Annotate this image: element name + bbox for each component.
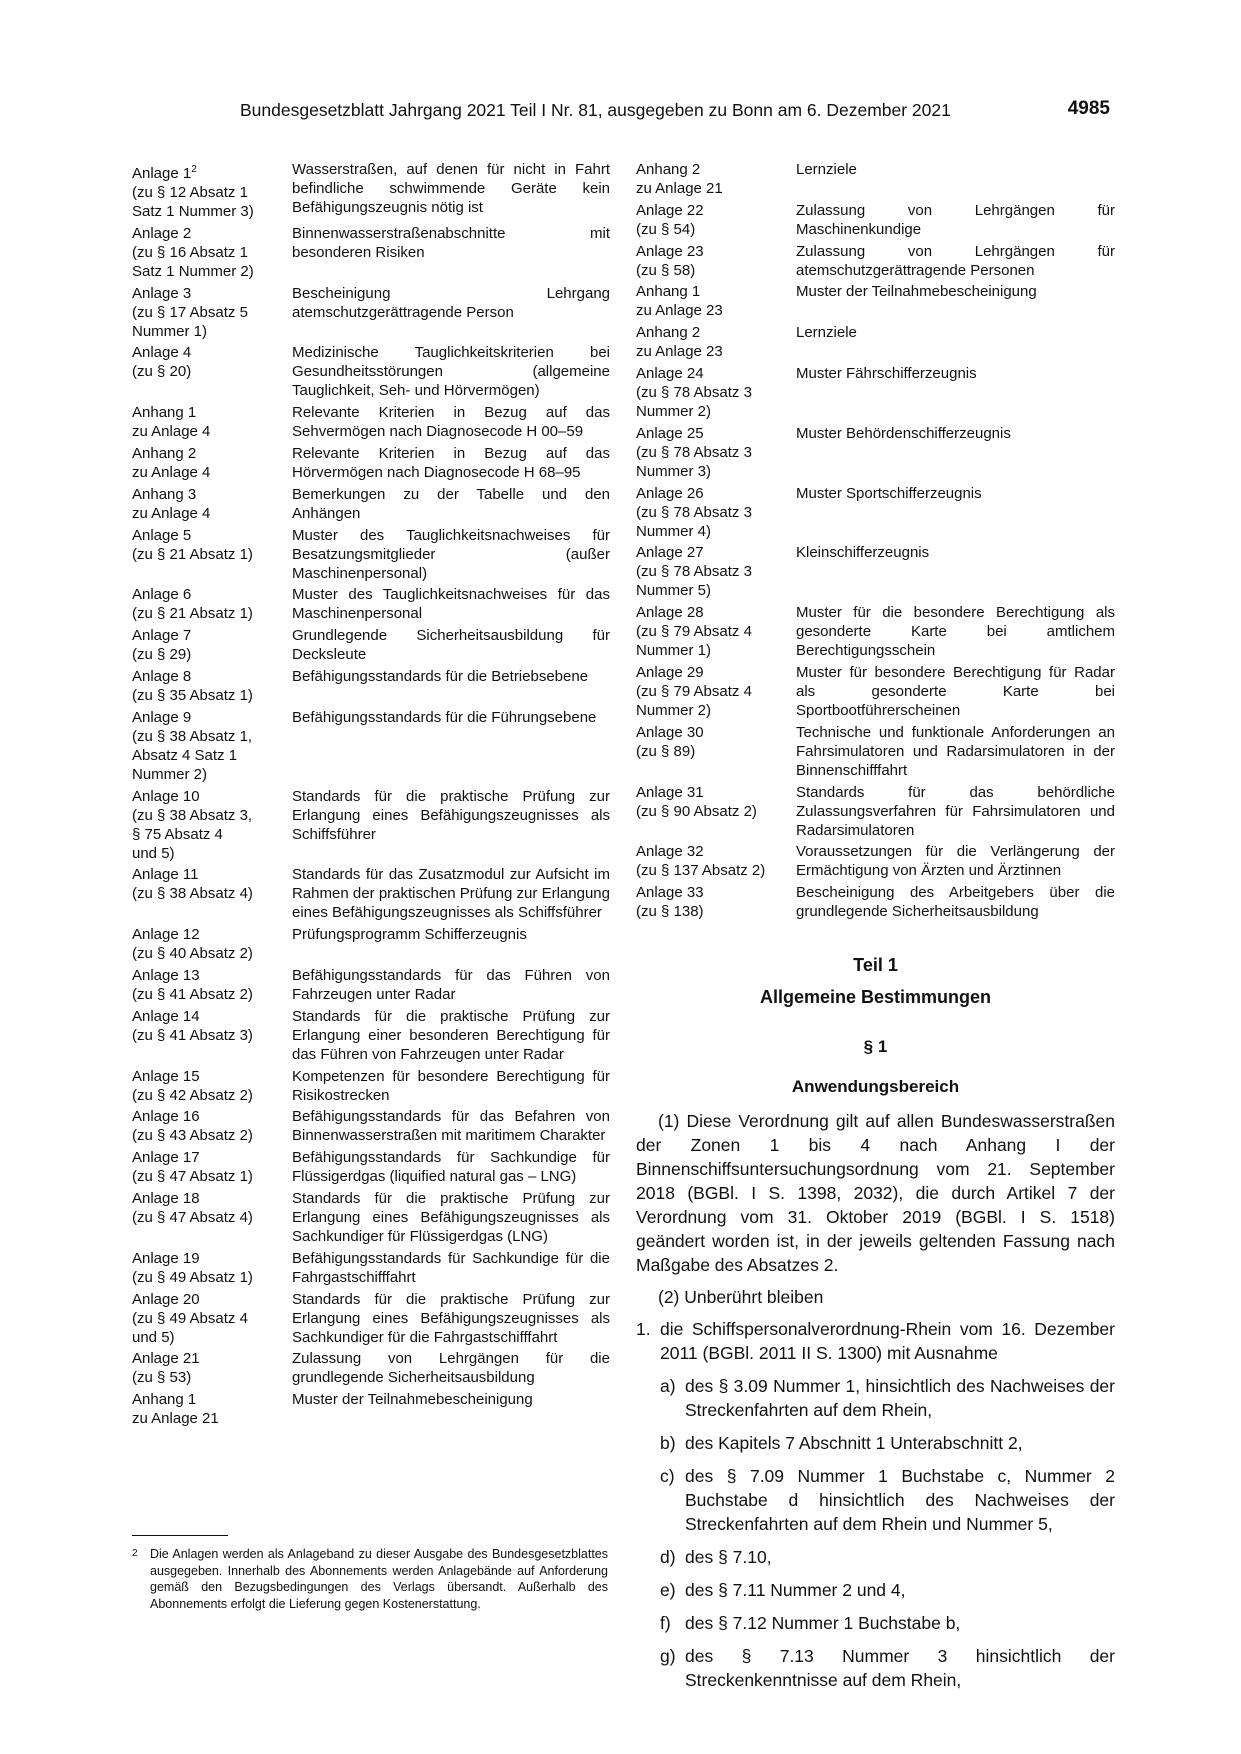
annex-reference: Anlage 9 (zu § 38 Absatz 1, Absatz 4 Satz 1 Nummer 2) — [132, 708, 253, 783]
annex-entry — [132, 626, 610, 664]
sub-list — [660, 1374, 1115, 1692]
annex-reference: Anlage 26 (zu § 78 Absatz 3 Nummer 4) — [636, 484, 752, 540]
annex-description: Befähigungsstandards für das Befahren von Binnenwasserstraßen mit maritimem Charakter — [292, 1108, 610, 1145]
annex-reference: Anlage 25 (zu § 78 Absatz 3 Nummer 3) — [636, 424, 752, 480]
annex-entry — [636, 282, 1115, 320]
annex-reference: Anlage 17 (zu § 47 Absatz 1) — [132, 1149, 253, 1186]
annex-description: Kompetenzen für besondere Berechtigung für Risikostrecken — [292, 1067, 610, 1104]
part-title: Allgemeine Bestimmungen — [759, 987, 992, 1007]
annex-reference: Anlage 8 (zu § 35 Absatz 1) — [132, 667, 253, 704]
annex-entry — [132, 708, 610, 784]
annex-reference: Anlage 31 (zu § 90 Absatz 2) — [636, 783, 757, 820]
sub-item-label: b) — [660, 1433, 676, 1453]
sub-item — [660, 1611, 1115, 1635]
annex-description: Befähigungsstandards für das Führen von Fahrzeugen unter Radar — [292, 966, 610, 1003]
page-number: 4985 — [1067, 98, 1110, 119]
sub-item-text: des § 7.10, — [685, 1547, 772, 1567]
annex-entry — [132, 1007, 610, 1064]
annex-description: Befähigungsstandards für Sachkundige für Flüssigerdgas (liquified natural gas – LNG) — [292, 1149, 610, 1186]
annex-entry — [132, 925, 610, 963]
annex-entry — [132, 1148, 610, 1186]
annex-reference: Anhang 1 zu Anlage 23 — [636, 283, 723, 320]
annex-reference: Anlage 23 (zu § 58) — [636, 242, 704, 279]
annex-description: Standards für die praktische Prüfung zur Erlangung eines Befähigungszeugnisses als Schiffsführer — [292, 787, 610, 843]
annex-description: Standards für die praktische Prüfung zur Erlangung eines Befähigungszeugnisses als Sachkundiger für die Fahrgastschifffahrt — [292, 1290, 610, 1346]
annex-description: Muster der Teilnahmebescheinigung — [292, 1391, 533, 1409]
annex-entry — [636, 723, 1115, 780]
annex-description: Relevante Kriterien in Bezug auf das Hörvermögen nach Diagnosecode H 68–95 — [292, 444, 610, 481]
annex-reference: Anlage 3 (zu § 17 Absatz 5 Nummer 1) — [132, 284, 248, 340]
annex-description: Muster des Tauglichkeitsnachweises für das Maschinenpersonal — [292, 586, 610, 623]
annex-reference: Anlage 2 (zu § 16 Absatz 1 Satz 1 Nummer 2) — [132, 224, 254, 280]
paragraph-1: (1) Diese Verordnung gilt auf allen Bundeswasserstraßen der Zonen 1 bis 4 nach Anhang I der Binnenschiffsuntersuchungsordnung vom 21. September 2018 (BGBl. I S. 1398, 2032), die durch Artikel 7 der Verordnung vom 31. Oktober 2019 (BGBl. I S. 1518) geändert worden ist, in der jeweils geltenden Fassung nach Maßgabe des Absatzes 2. — [636, 1111, 1115, 1275]
annex-reference: Anlage 30 (zu § 89) — [636, 723, 704, 760]
sub-item-text: des § 7.12 Nummer 1 Buchstabe b, — [685, 1613, 961, 1633]
annex-entry — [132, 224, 610, 281]
annex-entry — [132, 343, 610, 400]
annex-description: Standards für das Zusatzmodul zur Aufsicht im Rahmen der praktischen Prüfung zur Erlangung eines Befähigungszeugnisses als Schiffsführer — [292, 866, 610, 922]
annex-entry — [132, 667, 610, 705]
annex-entry — [132, 966, 610, 1004]
footnote-rule — [132, 1535, 228, 1536]
annex-description: Lernziele — [796, 161, 857, 178]
list-item-1 — [636, 1317, 1115, 1365]
sub-item — [660, 1578, 1115, 1602]
annex-entry — [132, 444, 610, 482]
sub-item-label: d) — [660, 1547, 676, 1567]
annex-reference: Anlage $1^2$ (zu § 12 Absatz 1 Satz 1 Nummer 3) — [132, 164, 254, 220]
sub-item-label: f) — [660, 1613, 671, 1633]
annex-entry — [132, 1067, 610, 1105]
paragraph-sign: § 1 — [863, 1037, 888, 1056]
annex-entry — [132, 787, 610, 863]
part-label: Teil 1 — [853, 955, 898, 975]
annex-description: Bescheinigung des Arbeitgebers über die grundlegende Sicherheitsausbildung — [796, 884, 1115, 921]
running-header — [240, 100, 1110, 121]
annex-description: Befähigungsstandards für Sachkundige für die Fahrgastschifffahrt — [292, 1249, 610, 1286]
annex-description: Muster für die besondere Berechtigung als gesonderte Karte bei amtlichem Berechtigungsschein — [796, 604, 1115, 660]
sub-item-text: des Kapitels 7 Abschnitt 1 Unterabschnitt 2, — [685, 1433, 1023, 1453]
sub-item-label: g) — [660, 1646, 676, 1666]
annex-reference: Anlage 15 (zu § 42 Absatz 2) — [132, 1067, 253, 1104]
annex-description: Standards für die praktische Prüfung zur Erlangung einer besonderen Berechtigung für das Führen von Fahrzeugen unter Radar — [292, 1007, 610, 1063]
annex-entry — [636, 201, 1115, 239]
annex-entry — [636, 603, 1115, 660]
annex-description: Grundlegende Sicherheitsausbildung für Decksleute — [292, 627, 610, 664]
annex-description: Standards für die praktische Prüfung zur Erlangung eines Befähigungszeugnisses als Sachkundiger für Flüssigerdgas (LNG) — [292, 1189, 610, 1245]
annex-reference: Anlage 32 (zu § 137 Absatz 2) — [636, 843, 766, 880]
annex-reference: Anlage 5 (zu § 21 Absatz 1) — [132, 526, 253, 563]
sub-item-label: c) — [660, 1466, 675, 1486]
annex-entry — [132, 1390, 610, 1428]
annex-entry — [132, 1107, 610, 1145]
annex-entry — [132, 1189, 610, 1246]
annex-description: Muster Behördenschifferzeugnis — [796, 424, 1011, 442]
sub-item — [660, 1545, 1115, 1569]
annex-reference: Anlage 12 (zu § 40 Absatz 2) — [132, 926, 253, 963]
annex-list-right — [636, 160, 1115, 924]
sub-item-text: des § 7.11 Nummer 2 und 4, — [685, 1580, 906, 1600]
annex-description: Kleinschifferzeugnis — [796, 544, 930, 562]
paragraph-title: Anwendungsbereich — [791, 1077, 960, 1096]
annex-reference: Anhang 2 zu Anlage 4 — [132, 444, 211, 481]
annex-entry — [636, 484, 1115, 541]
paragraph-2: (2) Unberührt bleiben — [658, 1287, 824, 1307]
annex-reference: Anlage 20 (zu § 49 Absatz 4 und 5) — [132, 1290, 248, 1346]
list-item-number: 1. — [636, 1319, 651, 1339]
annex-entry — [636, 783, 1115, 840]
annex-description: Muster Sportschifferzeugnis — [796, 484, 982, 502]
annex-reference: Anlage 11 (zu § 38 Absatz 4) — [132, 866, 253, 903]
annex-entry — [636, 883, 1115, 921]
annex-entry — [636, 364, 1115, 421]
annex-reference: Anlage 33 (zu § 138) — [636, 884, 704, 921]
annex-entry — [132, 284, 610, 341]
footnote — [132, 1546, 608, 1612]
annex-description: Muster für besondere Berechtigung für Radar als gesonderte Karte bei Sportbootführerscheinen — [796, 663, 1115, 719]
annex-reference: Anhang 1 zu Anlage 4 — [132, 404, 211, 441]
annex-description: Lernziele — [796, 324, 857, 342]
annex-description: Medizinische Tauglichkeitskriterien bei Gesundheitsstörungen (allgemeine Tauglichkeit, Seh- und Hörvermögen) — [292, 344, 610, 400]
annex-description: Prüfungsprogramm Schifferzeugnis — [292, 926, 527, 944]
annex-reference: Anlage 7 (zu § 29) — [132, 627, 192, 664]
annex-reference: Anlage 19 (zu § 49 Absatz 1) — [132, 1249, 253, 1286]
annex-entry — [636, 663, 1115, 720]
annex-description: Zulassung von Lehrgängen für atemschutzgerättragende Personen — [796, 242, 1115, 279]
annex-entry — [636, 323, 1115, 361]
annex-reference: Anlage 18 (zu § 47 Absatz 4) — [132, 1189, 253, 1226]
annex-entry — [636, 160, 1115, 198]
footnote-mark: 2 — [132, 1548, 138, 1559]
annex-entry — [132, 1349, 610, 1387]
annex-entry — [636, 424, 1115, 481]
annex-reference: Anlage 14 (zu § 41 Absatz 3) — [132, 1007, 253, 1044]
annex-reference: Anlage 21 (zu § 53) — [132, 1350, 200, 1387]
sub-item — [660, 1644, 1115, 1692]
annex-reference: Anlage 10 (zu § 38 Absatz 3, § 75 Absatz 4 und 5) — [132, 787, 253, 862]
annex-description: Befähigungsstandards für die Führungsebene — [292, 708, 597, 726]
annex-description: Standards für das behördliche Zulassungsverfahren für Fahrsimulatoren und Radarsimulatoren — [796, 783, 1115, 839]
annex-reference: Anlage 28 (zu § 79 Absatz 4 Nummer 1) — [636, 604, 752, 660]
annex-description: Binnenwasserstraßenabschnitte mit besonderen Risiken — [292, 224, 610, 261]
annex-entry — [132, 1290, 610, 1347]
annex-description: Relevante Kriterien in Bezug auf das Sehvermögen nach Diagnosecode H 00–59 — [292, 404, 610, 441]
annex-description: Muster des Tauglichkeitsnachweises für Besatzungsmitglieder (außer Maschinenpersonal) — [292, 526, 610, 582]
annex-reference: Anlage 16 (zu § 43 Absatz 2) — [132, 1108, 253, 1145]
annex-description: Bescheinigung Lehrgang atemschutzgerättragende Person — [292, 284, 610, 321]
sub-item-label: e) — [660, 1580, 676, 1600]
annex-reference: Anlage 27 (zu § 78 Absatz 3 Nummer 5) — [636, 544, 752, 600]
annex-entry — [132, 403, 610, 441]
annex-description: Muster Fährschifferzeugnis — [796, 364, 977, 382]
annex-description: Bemerkungen zu der Tabelle und den Anhängen — [292, 485, 610, 522]
annex-reference: Anhang 3 zu Anlage 4 — [132, 485, 211, 522]
annex-reference: Anlage 29 (zu § 79 Absatz 4 Nummer 2) — [636, 663, 752, 719]
annex-reference: Anhang 2 zu Anlage 21 — [636, 161, 723, 197]
sub-item-text: des § 3.09 Nummer 1, hinsichtlich des Nachweises der Streckenfahrten auf dem Rhein, — [685, 1376, 1115, 1420]
list-item-text: die Schiffspersonalverordnung-Rhein vom 16. Dezember 2011 (BGBl. 2011 II S. 1300) mit Ausnahme — [660, 1319, 1115, 1363]
annex-reference: Anlage 6 (zu § 21 Absatz 1) — [132, 586, 253, 623]
annex-description: Befähigungsstandards für die Betriebsebene — [292, 667, 589, 685]
annex-reference: Anhang 1 zu Anlage 21 — [132, 1391, 219, 1428]
sub-item-text: des § 7.09 Nummer 1 Buchstabe c, Nummer 2 Buchstabe d hinsichtlich des Nachweises der Streckenfahrten auf dem Rhein und Nummer 5, — [685, 1466, 1115, 1534]
annex-entry — [132, 865, 610, 922]
annex-description: Wasserstraßen, auf denen für nicht in Fahrt befindliche schwimmende Geräte kein Befähigungszeugnis nötig ist — [292, 161, 610, 216]
annex-entry — [132, 485, 610, 523]
annex-entry — [636, 543, 1115, 600]
annex-list-left — [132, 160, 610, 1431]
annex-reference: Anlage 22 (zu § 54) — [636, 201, 704, 238]
annex-description: Zulassung von Lehrgängen für Maschinenkundige — [796, 201, 1115, 238]
annex-description: Zulassung von Lehrgängen für die grundlegende Sicherheitsausbildung — [292, 1350, 610, 1387]
annex-description: Voraussetzungen für die Verlängerung der Ermächtigung von Ärzten und Ärztinnen — [796, 843, 1115, 880]
running-title: Bundesgesetzblatt Jahrgang 2021 Teil I Nr. 81, ausgegeben zu Bonn am 6. Dezember 2021 — [240, 100, 951, 120]
sub-item — [660, 1374, 1115, 1422]
annex-description: Technische und funktionale Anforderungen an Fahrsimulatoren und Radarsimulatoren in der Binnenschifffahrt — [796, 723, 1115, 779]
annex-entry — [132, 1249, 610, 1287]
annex-reference: Anlage 4 (zu § 20) — [132, 344, 192, 381]
annex-description: Muster der Teilnahmebescheinigung — [796, 283, 1037, 301]
part-heading — [636, 949, 1115, 1692]
annex-reference: Anhang 2 zu Anlage 23 — [636, 324, 723, 361]
annex-entry — [132, 526, 610, 583]
annex-reference: Anlage 24 (zu § 78 Absatz 3 Nummer 2) — [636, 364, 752, 420]
sub-item-label: a) — [660, 1376, 676, 1396]
footnote-text: Die Anlagen werden als Anlageband zu dieser Ausgabe des Bundesgesetzblattes ausgegeben. Innerhalb des Abonnements werden Anlagebände auf Anforderung gemäß den Bezugsbedingungen des Verlags übersandt. Außerhalb des Abonnements erfolgt die Lieferung gegen Kostenerstattung. — [150, 1547, 608, 1611]
annex-reference: Anlage 13 (zu § 41 Absatz 2) — [132, 966, 253, 1003]
annex-entry — [636, 242, 1115, 280]
sub-item-text: des § 7.13 Nummer 3 hinsichtlich der Streckenkenntnisse auf dem Rhein, — [685, 1646, 1115, 1690]
sub-item — [660, 1464, 1115, 1536]
annex-entry — [132, 160, 610, 221]
sub-item — [660, 1431, 1115, 1455]
annex-entry — [132, 585, 610, 623]
annex-entry — [636, 842, 1115, 880]
